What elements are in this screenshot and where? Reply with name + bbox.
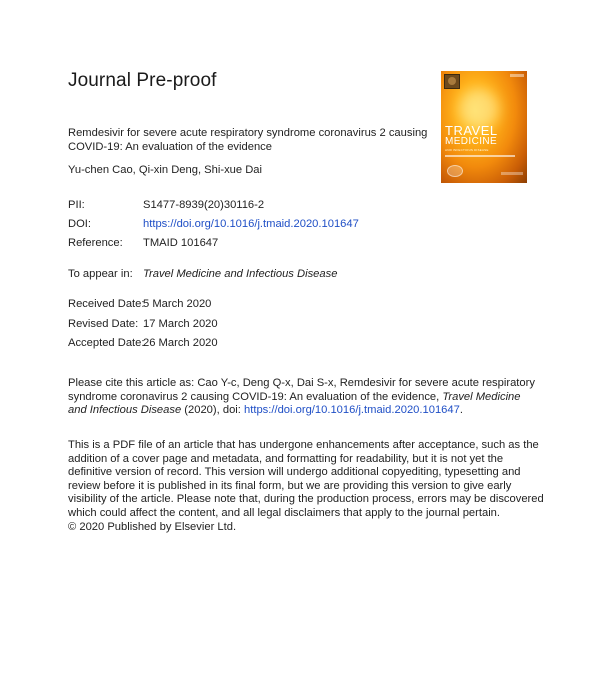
appear-in-row [68, 268, 337, 280]
citation-suffix: . [459, 404, 463, 417]
elsevier-logo-icon [444, 74, 460, 89]
accepted-label: Accepted Date: [68, 337, 145, 349]
pii-row [68, 199, 264, 211]
received-date-row [68, 298, 211, 310]
revised-date-row [68, 318, 218, 330]
doi-link[interactable]: https://doi.org/10.1016/j.tmaid.2020.101647 [143, 218, 359, 230]
pii-value: S1477-8939(20)30116-2 [143, 199, 265, 211]
cover-title-line1: TRAVEL [445, 123, 498, 138]
citation-doi-link[interactable]: https://doi.org/10.1016/j.tmaid.2020.101647 [244, 404, 460, 417]
pii-label: PII: [68, 199, 85, 211]
doi-label: DOI: [68, 218, 91, 230]
cover-corner-mark [510, 74, 524, 77]
cover-strip [445, 155, 515, 157]
article-title: Remdesivir for severe acute respiratory syndrome coronavirus 2 causing COVID-19: An evaluation of the evidence [68, 127, 428, 153]
cover-bottom-tag [501, 172, 523, 175]
received-label: Received Date: [68, 298, 145, 310]
copyright-line: © 2020 Published by Elsevier Ltd. [68, 521, 237, 533]
reference-row [68, 237, 218, 249]
doi-row [68, 218, 359, 230]
journal-cover-image [441, 71, 527, 183]
citation-journal: Travel Medicine and Infectious Disease [68, 390, 521, 417]
cover-subtitle: AND INFECTIOUS DISEASE [445, 148, 489, 152]
reference-value: TMAID 101647 [143, 237, 219, 249]
appear-journal: Travel Medicine and Infectious Disease [143, 268, 338, 280]
cover-title-line2: MEDICINE [445, 136, 498, 147]
accepted-value: 26 March 2020 [143, 337, 218, 349]
accepted-date-row [68, 337, 218, 349]
reference-label: Reference: [68, 237, 123, 249]
citation-middle: (2020), doi: [181, 404, 244, 417]
revised-label: Revised Date: [68, 318, 139, 330]
revised-value: 17 March 2020 [143, 318, 218, 330]
preproof-notice: This is a PDF file of an article that has undergone enhancements after acceptance, such as the addition of a cover page and metadata, and formatting for readability, but it is not yet the definitive version of record. This version will undergo additional copyediting, typesetting and review before it is published in its final form, but we are providing this version to give early visibility of the article. Please note that, during the production process, errors may be discovered which could affect the content, and all legal disclaimers that apply to the journal pertain. [68, 439, 544, 519]
article-authors: Yu-chen Cao, Qi-xin Deng, Shi-xue Dai [68, 164, 263, 176]
journal-status-heading: Journal Pre-proof [68, 70, 217, 91]
citation-prefix: Please cite this article as: Cao Y-c, Deng Q-x, Dai S-x, Remdesivir for severe acute respiratory syndrome coronavirus 2 causing COVID-19: An evaluation of the evidence, [68, 377, 535, 403]
cover-badge-icon [447, 165, 463, 177]
received-value: 5 March 2020 [143, 298, 212, 310]
citation-paragraph [68, 377, 538, 418]
appear-label: To appear in: [68, 268, 133, 280]
